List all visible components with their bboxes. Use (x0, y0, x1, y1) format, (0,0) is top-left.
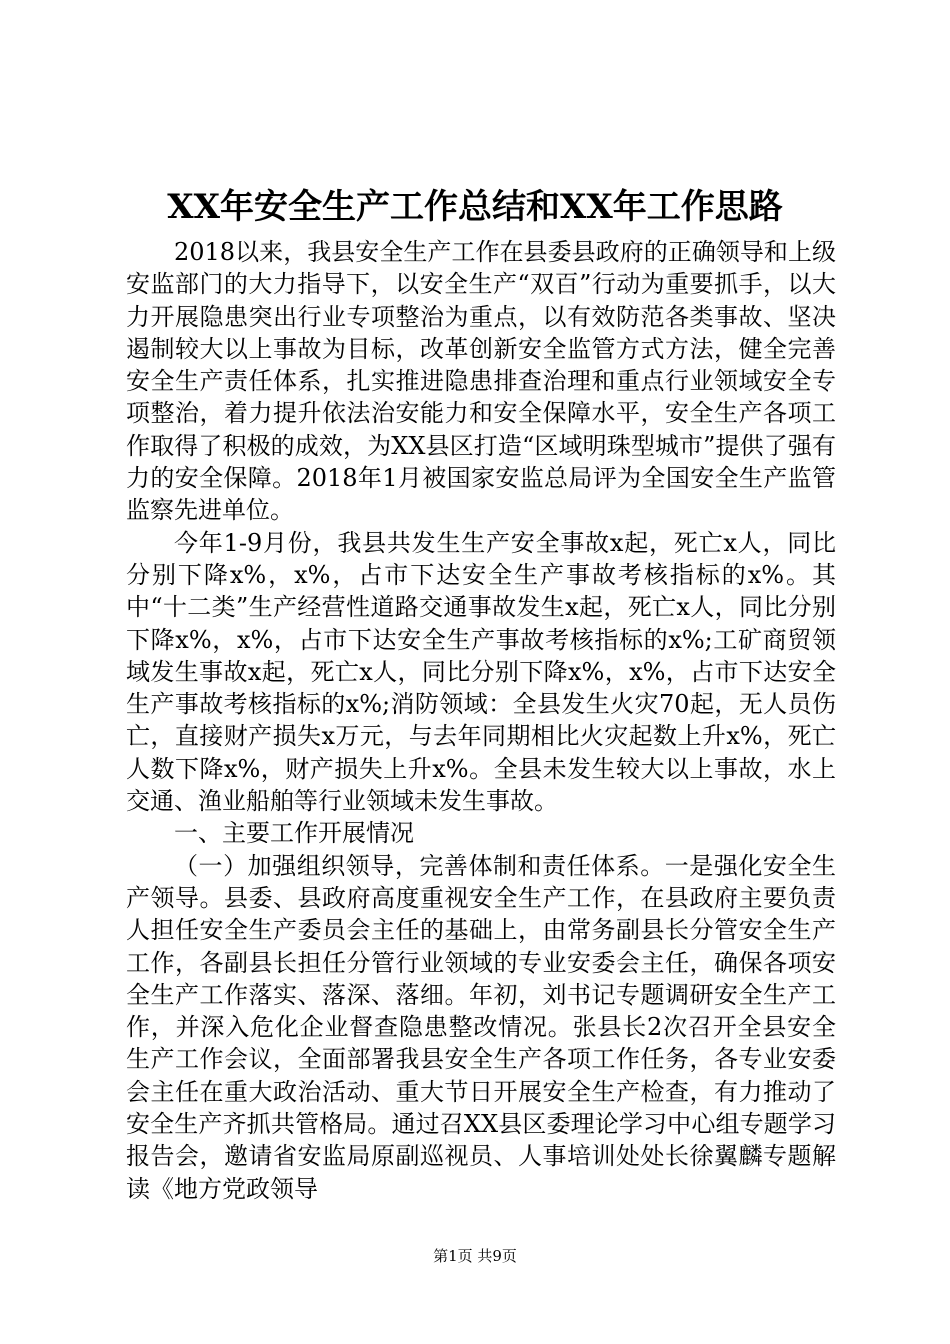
paragraph-intro: 2018以来，我县安全生产工作在县委县政府的正确领导和上级安监部门的大力指导下，以安全生产“双百”行动为重要抓手，以大力开展隐患突出行业专项整治为重点，以有效防范各类事故、坚决遏制较大以上事故为目标，改革创新安全监管方式方法，健全完善安全生产责任体系，扎实推进隐患排查治理和重点行业领域安全专项整治，着力提升依法治安能力和安全保障水平，安全生产各项工作取得了积极的成效，为XX县区打造“区域明珠型城市”提供了强有力的安全保障。2018年1月被国家安监总局评为全国安全生产监管监察先进单位。 (126, 238, 836, 525)
paragraph-statistics: 今年1-9月份，我县共发生生产安全事故x起，死亡x人，同比分别下降x%，x%，占市下达安全生产事故考核指标的x%。其中“十二类”生产经营性道路交通事故发生x起，死亡x人，同比分别下降x%，x%，占市下达安全生产事故考核指标的x%;工矿商贸领域发生事故x起，死亡x人，同比分别下降x%，x%，占市下达安全生产事故考核指标的x%;消防领域：全县发生火灾70起，无人员伤亡，直接财产损失x万元，与去年同期相比火灾起数上升x%，死亡人数下降x%，财产损失上升x%。全县未发生较大以上事故，水上交通、渔业船舶等行业领域未发生事故。 (126, 528, 836, 816)
paragraph-subsection-one: （一）加强组织领导，完善体制和责任体系。一是强化安全生产领导。县委、县政府高度重视安全生产工作，在县政府主要负责人担任安全生产委员会主任的基础上，由常务副县长分管安全生产工作，各副县长担任分管行业领域的专业安委会主任，确保各项安全生产工作落实、落深、落细。年初，刘书记专题调研安全生产工作，并深入危化企业督查隐患整改情况。张县长2次召开全县安全生产工作会议，全面部署我县安全生产各项工作任务，各专业安委会主任在重大政治活动、重大节日开展安全生产检查，有力推动了安全生产齐抓共管格局。通过召XX县区委理论学习中心组专题学习报告会，邀请省安监局原副巡视员、人事培训处处长徐翼麟专题解读《地方党政领导 (126, 851, 836, 1203)
page-footer: 第1页 共9页 (433, 1247, 517, 1265)
document-body (126, 236, 836, 1205)
section-heading: 一、主要工作开展情况 (174, 819, 414, 848)
document-title: XX年安全生产工作总结和XX年工作思路 (167, 187, 783, 227)
